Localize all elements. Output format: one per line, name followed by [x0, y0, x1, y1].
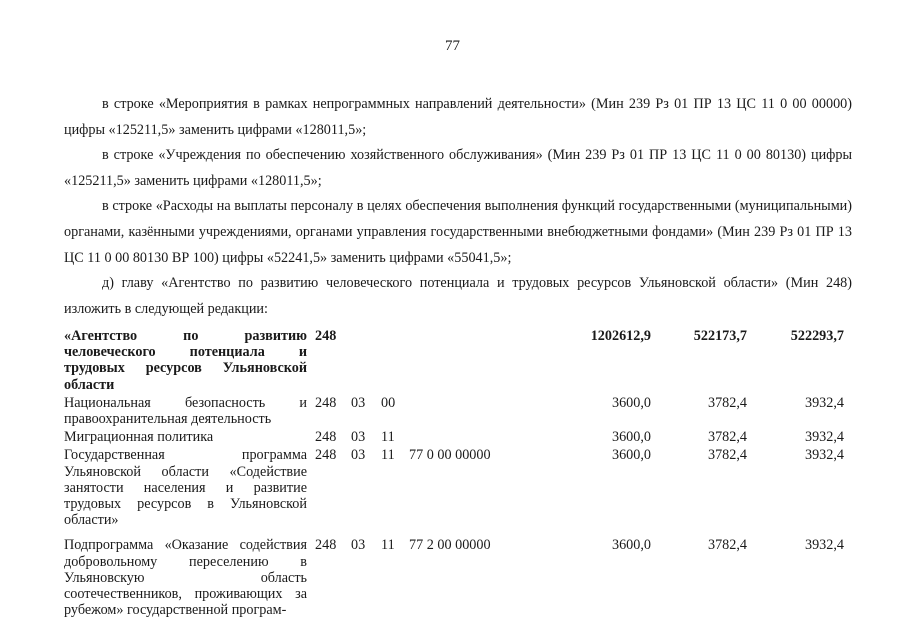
row-name: Государственная программа Ульяновской области «Содействие занятости населения и развитие трудовых ресурсов в Ульяновской области» [64, 447, 307, 529]
value-3: 3932,4 [804, 447, 844, 464]
value-1: 3600,0 [611, 429, 651, 446]
min-code: 248 [315, 429, 337, 446]
pr-code [381, 328, 409, 393]
pr-code: 11 [381, 447, 395, 464]
value-1: 3600,0 [611, 537, 651, 554]
table-row [64, 393, 844, 427]
paragraph-1: в строке «Мероприятия в рамках непрограммных направлений деятельности» (Мин 239 Рз 01 ПР 13 ЦС 11 0 00 00000) цифры «125211,5» заменить цифрами «128011,5»; [64, 96, 852, 138]
cs-code [409, 328, 529, 393]
vr-code [529, 445, 549, 528]
min-code: 248 [315, 328, 337, 344]
rz-code: 03 [351, 537, 366, 554]
value-1: 3600,0 [611, 394, 651, 411]
value-2: 3782,4 [707, 394, 747, 411]
min-code: 248 [315, 537, 337, 554]
paragraph-4: д) главу «Агентство по развитию человеческого потенциала и трудовых ресурсов Ульяновской области» (Мин 248) изложить в следующей редакции: [64, 275, 852, 317]
cs-code: 77 0 00 00000 [409, 447, 491, 464]
paragraph-3: в строке «Расходы на выплаты персоналу в целях обеспечения выполнения функций государственными (муниципальными) органами, казёнными учреждениями, органами управления государственными внебюджетными фондами» (Мин 239 Рз 01 ПР 13 ЦС 11 0 00 80130 ВР 100) цифры «52241,5» заменить цифрами «55041,5»; [64, 198, 852, 266]
document-body [64, 92, 852, 322]
min-code: 248 [315, 447, 337, 464]
value-3: 522293,7 [790, 328, 844, 344]
value-1: 3600,0 [611, 447, 651, 464]
value-2: 522173,7 [693, 328, 747, 344]
vr-code [529, 427, 549, 445]
row-name: Миграционная политика [64, 429, 214, 446]
budget-table [64, 328, 844, 618]
table-row [64, 427, 844, 445]
value-3: 3932,4 [804, 429, 844, 446]
cs-code [409, 393, 529, 427]
rz-code: 03 [351, 394, 366, 411]
rz-code [351, 328, 381, 393]
row-name: Национальная безопасность и правоохранительная деятельность [64, 394, 307, 428]
row-name: Подпрограмма «Оказание содействия добровольному переселению в Ульяновскую область соотечественников, проживающих за рубежом» государственной програм- [64, 537, 307, 619]
cs-code: 77 2 00 00000 [409, 537, 491, 554]
table-row [64, 528, 844, 618]
table-row [64, 445, 844, 528]
row-name: «Агентство по развитию человеческого потенциала и трудовых ресурсов Ульяновской области [64, 328, 307, 393]
page-number: 77 [445, 38, 460, 54]
cs-code [409, 427, 529, 445]
vr-code [529, 328, 549, 393]
table-row [64, 328, 844, 393]
value-3: 3932,4 [804, 394, 844, 411]
vr-code [529, 393, 549, 427]
pr-code: 00 [381, 394, 396, 411]
value-3: 3932,4 [804, 537, 844, 554]
rz-code: 03 [351, 429, 366, 446]
pr-code: 11 [381, 537, 395, 554]
value-2: 3782,4 [707, 537, 747, 554]
value-1: 1202612,9 [590, 328, 651, 344]
value-2: 3782,4 [707, 429, 747, 446]
paragraph-2: в строке «Учреждения по обеспечению хозяйственного обслуживания» (Мин 239 Рз 01 ПР 13 ЦС 11 0 00 80130) цифры «125211,5» заменить цифрами «128011,5»; [64, 147, 852, 189]
min-code: 248 [315, 394, 337, 411]
value-2: 3782,4 [707, 447, 747, 464]
vr-code [529, 528, 549, 618]
pr-code: 11 [381, 429, 395, 446]
rz-code: 03 [351, 447, 366, 464]
